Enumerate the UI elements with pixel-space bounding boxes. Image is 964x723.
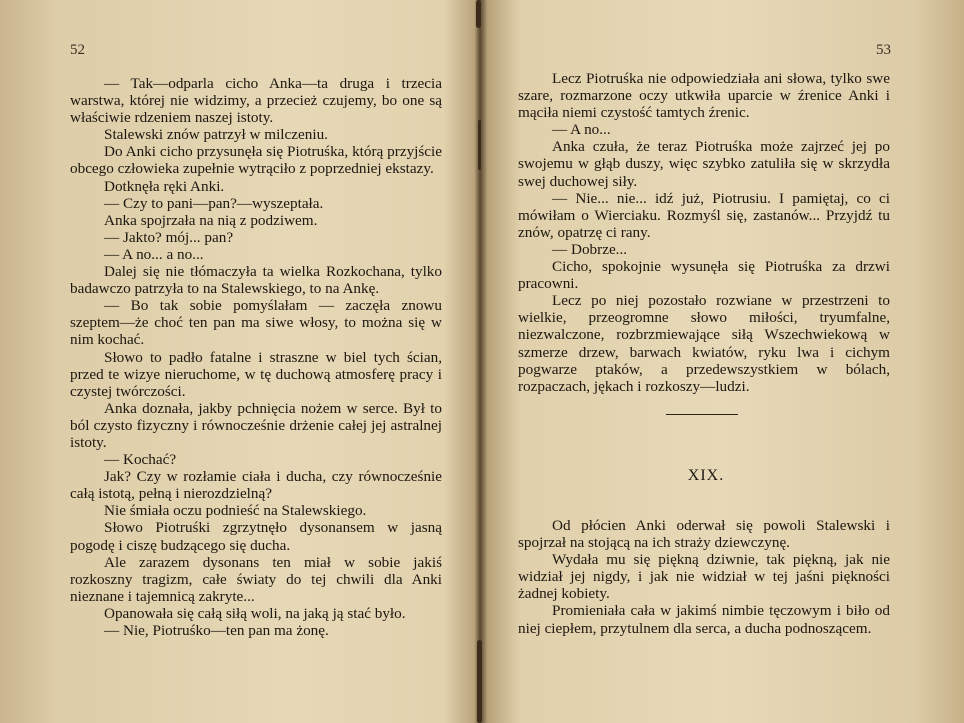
paragraph: Anka czuła, że teraz Piotruśka może zajrzeć jej po swojemu w głąb duszy, więc szybko zatuliła się w skrzydła swej duchowej siły. xyxy=(518,138,890,190)
paragraph: Promieniała cała w jakimś nimbie tęczowym i biło od niej ciepłem, przytulnem dla serca, a ducha podnoszącem. xyxy=(518,602,890,637)
paragraph: Do Anki cicho przysunęła się Piotruśka, którą przyjście obcego człowieka zupełnie wytrąciło z poprzedniej ekstazy. xyxy=(70,143,442,178)
paragraph: Anka spojrzała na nią z podziwem. xyxy=(104,211,318,229)
paragraph: Słowo to padło fatalne i straszne w biel tych ścian, przed te wizye nieruchome, w tę duchową atmosferę pracy i czystej twórczości. xyxy=(70,348,442,400)
paragraph: — Dobrze... xyxy=(552,240,628,258)
chapter-heading: XIX. xyxy=(687,467,725,484)
page-number: 53 xyxy=(876,42,891,58)
paragraph: — Nie, Piotruśko—ten pan ma żonę. xyxy=(104,622,329,639)
paragraph: Nie śmiała oczu podnieść na Stalewskiego. xyxy=(104,502,367,520)
paragraph: — Nie... nie... idź już, Piotrusiu. I pamiętaj, co ci mówiłam o Wierciaku. Rozmyśl się, zastanów... Przyjdź tu znów, opatrzę ci rany. xyxy=(518,189,890,241)
paragraph: Lecz Piotruśka nie odpowiedziała ani słowa, tylko swe szare, rozmarzone oczy utkwiła uparcie w źrenice Anki i mąciła niemi czystość tamtych źrenic. xyxy=(518,70,890,122)
paragraph: Anka doznała, jakby pchnięcia nożem w serce. Był to ból czysto fizyczny i równocześnie drżenie całej jej astralnej istoty. xyxy=(70,399,442,451)
paragraph: — Bo tak sobie pomyślałam — zaczęła znowu szeptem—że choć ten pan ma siwe włosy, to można się w nim kochać. xyxy=(70,297,442,349)
paragraph: Dalej się nie tłómaczyła ta wielka Rozkochana, tylko badawczo patrzyła to na Stalewskiego, to na Ankę. xyxy=(70,263,442,298)
paragraph: — Czy to pani—pan?—wyszeptała. xyxy=(104,194,324,212)
chapter-text xyxy=(518,517,890,637)
paragraph: — Kochać? xyxy=(104,451,177,469)
paragraph: Dotknęła ręki Anki. xyxy=(104,177,225,195)
paragraph: — A no... a no... xyxy=(104,245,204,263)
right-page xyxy=(486,0,964,723)
paragraph: Opanowała się całą siłą woli, na jaką ją stać było. xyxy=(104,604,406,622)
gutter-shadow xyxy=(478,120,481,170)
paragraph: — Jakto? mój... pan? xyxy=(104,228,234,246)
left-page xyxy=(0,0,478,723)
paragraph: Od płócien Anki oderwał się powoli Stalewski i spojrzał na stojącą na ich straży dziewczynę. xyxy=(518,517,890,552)
paragraph: Ale zarazem dysonans ten miał w sobie jakiś rozkoszny tragizm, całe światy do tej chwili dla Anki nieznane i tajemnicą zakryte... xyxy=(70,553,442,605)
paragraph: Jak? Czy w rozłamie ciała i ducha, czy równocześnie całą istotą, pełną i nierozdzielną? xyxy=(70,468,442,503)
right-page-text xyxy=(518,70,890,395)
paragraph: Wydała mu się piękną dziwnie, tak piękną, jak nie widział jej nigdy, i jak nie widział w tej jaśni piękności żadnej kobiety. xyxy=(518,551,890,603)
left-page-text xyxy=(70,75,442,639)
section-divider xyxy=(666,414,738,415)
paragraph: Stalewski znów patrzył w milczeniu. xyxy=(104,126,328,144)
paragraph: Słowo Piotruśki zgrzytnęło dysonansem w jasną pogodę i ciszę budzącego się ducha. xyxy=(70,519,442,554)
paragraph: Cicho, spokojnie wysunęła się Piotruśka za drzwi pracowni. xyxy=(518,258,890,293)
paragraph: — A no... xyxy=(552,121,611,139)
paragraph: — Tak—odparla cicho Anka—ta druga i trzecia warstwa, której nie widzimy, a przecież czujemy, bo one są właściwie rdzeniem naszej istoty. xyxy=(70,75,442,127)
page-number: 52 xyxy=(70,42,85,58)
paragraph: Lecz po niej pozostało rozwiane w przestrzeni to wielkie, przeogromne słowo miłości, tryumfalne, niezwalczone, rozbrzmiewające siłą Wszechwiekową w szmerze drzew, barwach kwiatów, ryku lwa i cichym pogwarze ptaków, a przedewszystkiem w bólach, rozpaczach, jękach i rozkoszy—ludzi. xyxy=(518,292,890,395)
